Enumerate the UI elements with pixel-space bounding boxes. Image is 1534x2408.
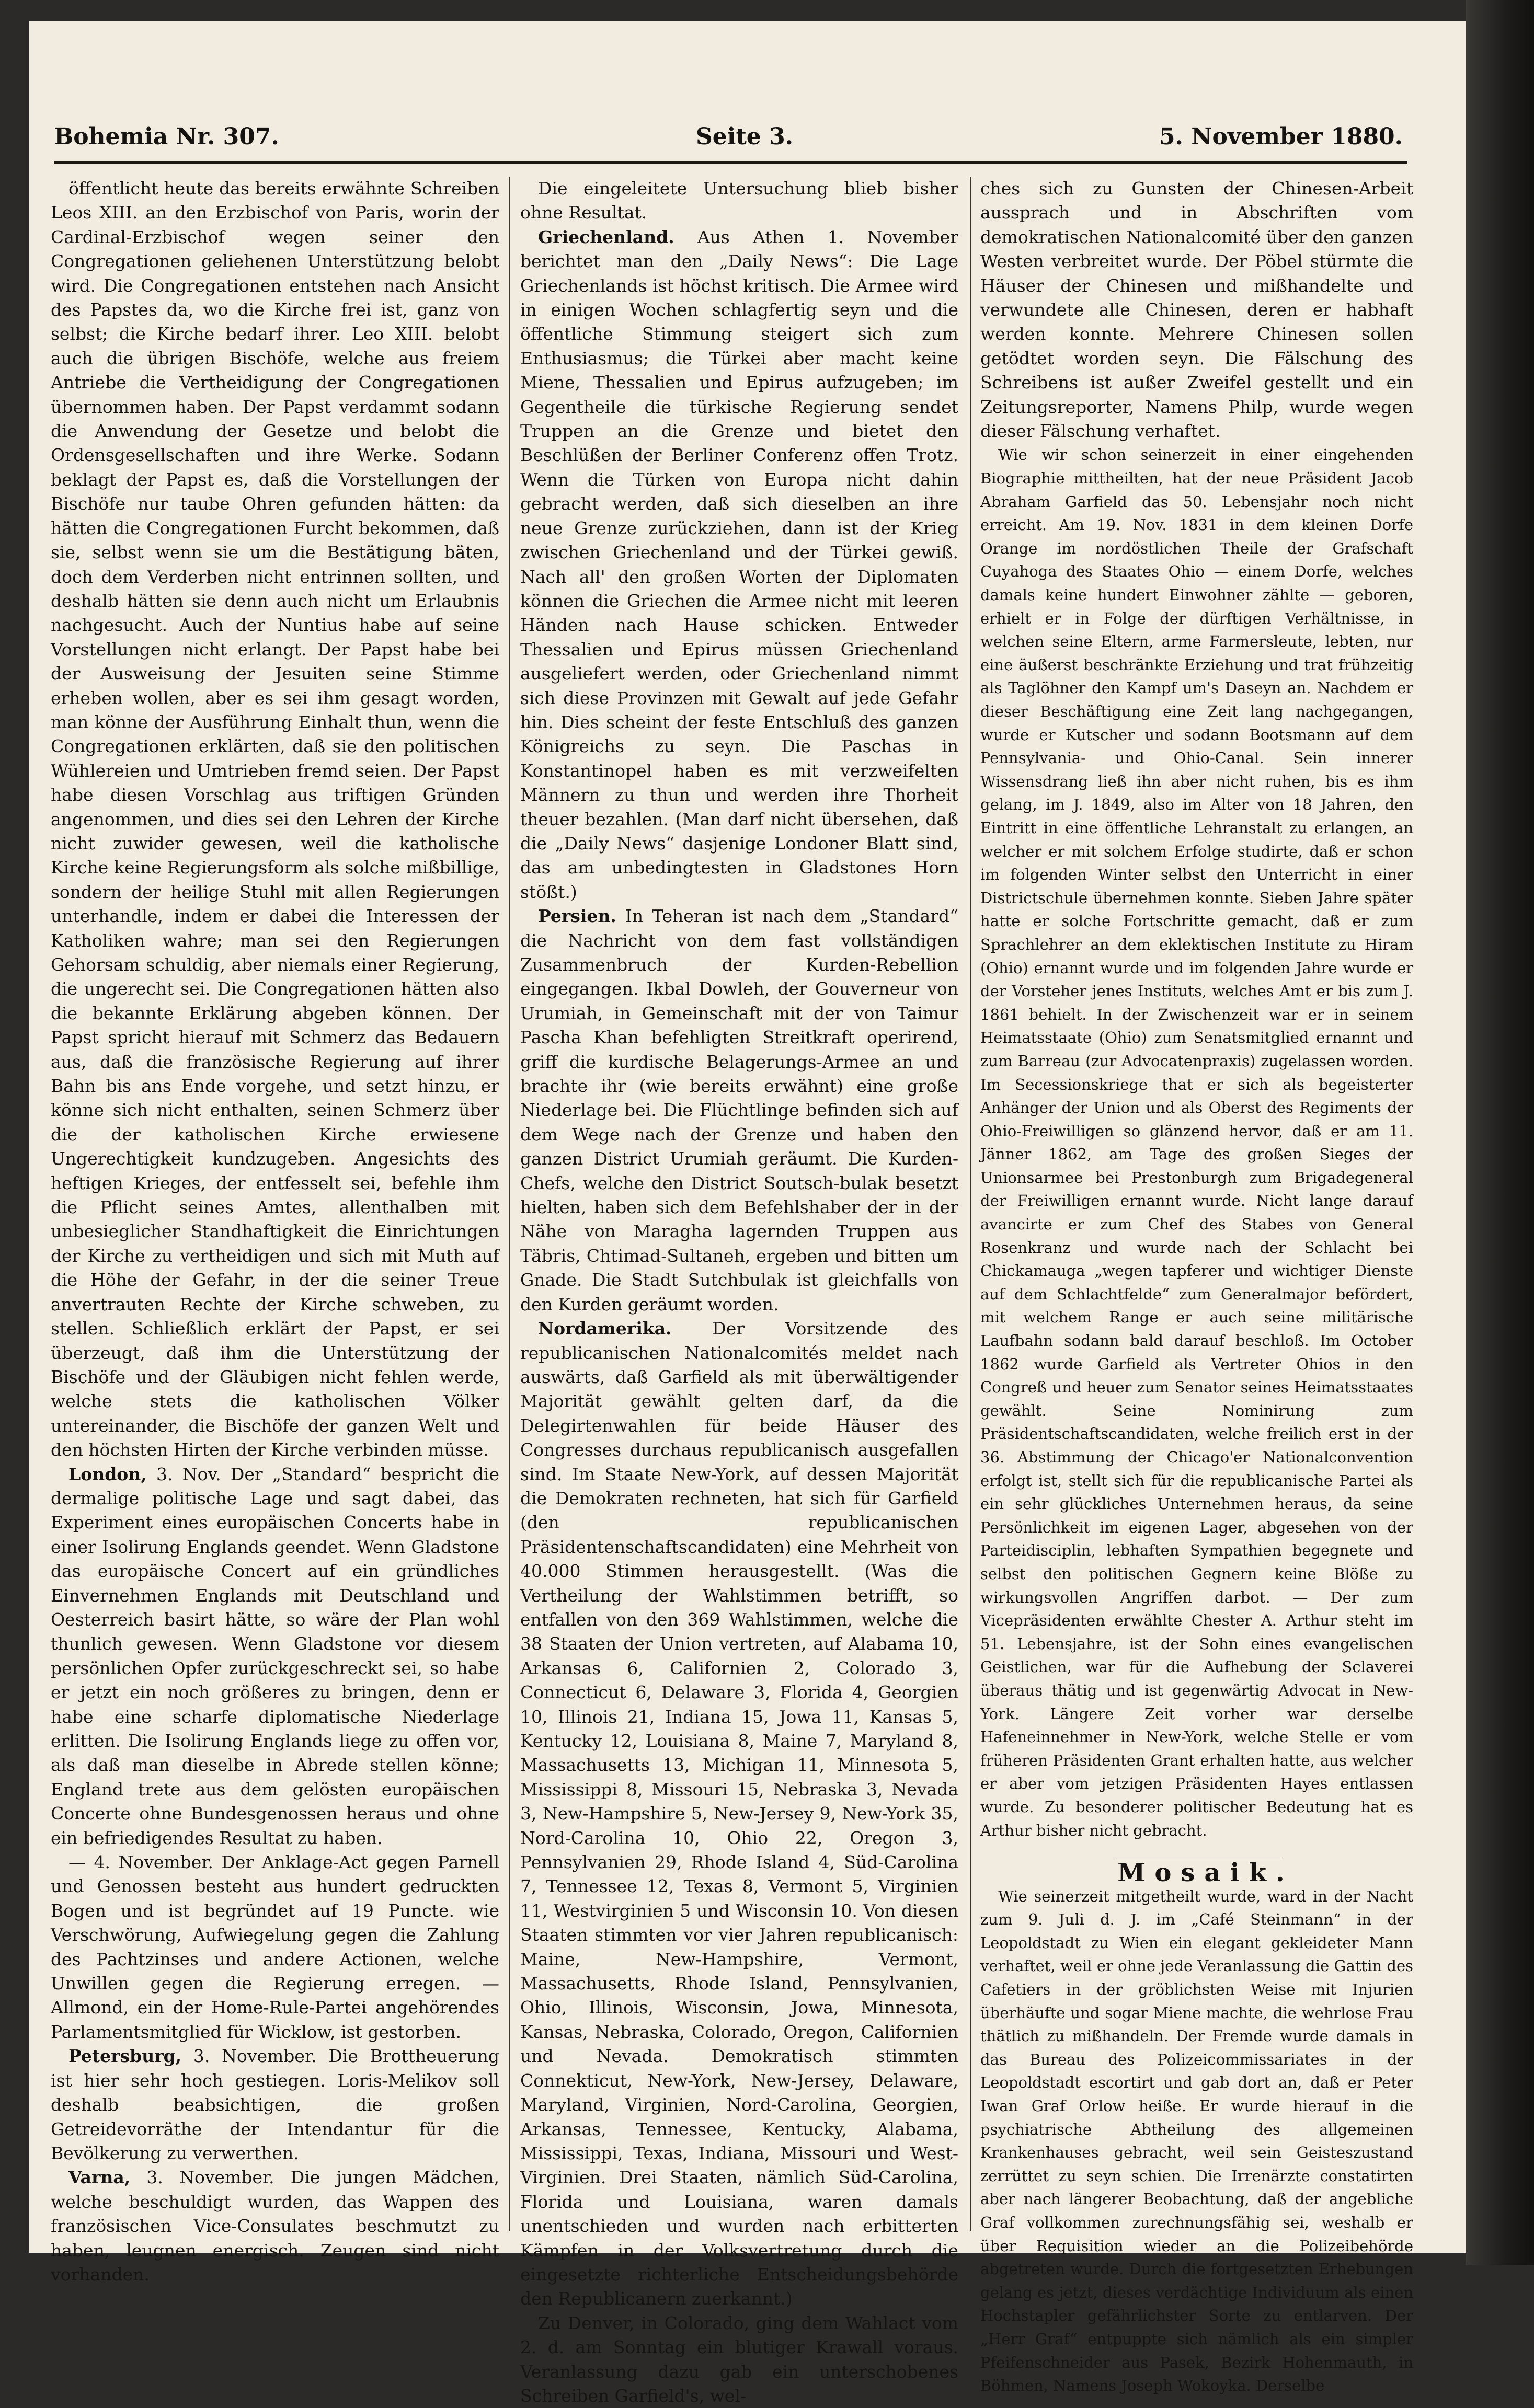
article-text: Wie wir schon seinerzeit in einer eingehenden Biographie mittheilten, hat der neue Präsident Jacob Abraham Garfield das 50. Lebensjahr noch nicht erreicht. Am 19. Nov. 1831 in dem kleinen Dorfe Orange im nordöstlichen Theile der Grafschaft Cuyahoga des Staates Ohio — einem Dorfe, welches damals keine hundert Einwohner zählte — geboren, erhielt er in Folge der dürftigen Verhältnisse, in welchen seine Eltern, arme Farmersleute, lebten, nur eine äußerst beschränkte Erziehung und trat frühzeitig als Taglöhner den Kampf um's Daseyn an. Nachdem er dieser Beschäftigung eine Zeit lang nachgegangen, wurde er Kutscher und sodann Bootsmann auf dem Pennsylvania- und Ohio-Canal. Sein innerer Wissensdrang ließ ihn aber nicht ruhen, bis es ihm gelang, im J. 1849, also im Alter von 18 Jahren, den Eintritt in eine öffentliche Lehranstalt zu erlangen, an welcher er mit solchem Erfolge studirte, daß er schon im folgenden Winter selbst den Unterricht in einer Districtschule übernehmen konnte. Sieben Jahre später hatte er solche Fortschritte gemacht, daß er zum Sprachlehrer an dem eklektischen Institute zu Hiram (Ohio) ernannt wurde und im folgenden Jahre wurde er der Vorsteher jenes Instituts, welches Amt er bis zum J. 1861 behielt. In der Zwischenzeit war er in seinem Heimatsstaate (Ohio) zum Senatsmitglied ernannt und zum Barreau (zur Advocatenpraxis) zugelassen worden. Im Secessionskriege that er sich als begeisterter Anhänger der Union und als Oberst des Regiments der Ohio-Freiwilligen so glänzend hervor, daß er am 11. Jänner 1862, am Tage des großen Sieges der Unionsarmee bei Prestonburgh zum Brigadegeneral der Freiwilligen ernannt wurde. Nicht lange darauf avancirte er zum Chef des Stabes von General Rosenkranz und wurde nach der Schlacht bei Chickamauga „wegen tapferer und wichtiger Dienste auf dem Schlachtfelde“ zum Generalmajor befördert, mit welchem Range er auch seine militärische Laufbahn sodann bald darauf beschloß. Im October 1862 wurde Garfield als Vertreter Ohios in den Congreß und heuer zum Senator seines Heimatsstaates gewählt. Seine Nominirung zum Präsidentschaftscandidaten, welche freilich erst in der 36. Abstimmung der Chicago'er Nationalconvention erfolgt ist, stellt sich für die republicanische Partei als ein sehr glückliches Unternehmen heraus, da seine Persönlichkeit im eigenen Lager, abgesehen von der Parteidisciplin, lebhaften Sympathien begegnete und selbst den politischen Gegnern keine Blöße zu wirkungsvollen Angriffen darbot. — Der zum Vicepräsidenten erwählte Chester A. Arthur steht im 51. Lebensjahre, ist der Sohn eines evangelischen Geistlichen, war für die Aufhebung der Sclaverei überaus thätig und ist gegenwärtig Advocat in New-York. Längere Zeit vorher war derselbe Hafeneinnehmer in New-York, welche Stelle er vom früheren Präsidenten Grant erhalten hatte, aus welcher er aber vom jetzigen Präsidenten Hayes entlassen wurde. Zu besonderer politischer Bedeutung hat es Arthur bisher nicht gebracht. [980,446,1413,1839]
article-paragraph [980,443,1413,1842]
article-text: Aus Athen 1. November berichtet man den „Daily News“: Die Lage Griechenlands ist höchst kritisch. Die Armee wird in einigen Wochen schlagfertig seyn und die öffentliche Stimmung steigert sich zum Enthusiasmus; die Türkei aber macht keine Miene, Thessalien und Epirus aufzugeben; im Gegentheile die türkische Regierung sendet Truppen an die Grenze und bietet den Beschlüßen der Berliner Conferenz offen Trotz. Wenn die Türken von Europa nicht dahin gebracht werden, daß sich dieselben an ihre neue Grenze zurückziehen, dann ist der Krieg zwischen Griechenland und der Türkei gewiß. Nach all' den großen Worten der Diplomaten können die Griechen die Armee nicht mit leeren Händen nach Hause schicken. Entweder Thessalien und Epirus müssen Griechenland ausgeliefert werden, oder Griechenland nimmt sich diese Provinzen mit Gewalt auf jede Gefahr hin. Dies scheint der feste Entschluß des ganzen Königreichs zu seyn. Die Paschas in Konstantinopel haben es mit verzweifelten Männern zu thun und werden ihre Thorheit theuer bezahlen. (Man darf nicht übersehen, daß die „Daily News“ dasjenige Londoner Blatt sind, das am unbedingtesten in Gladstones Horn stößt.) [520,226,958,902]
dateline: Nordamerika. [538,1318,672,1339]
article-paragraph [520,2311,958,2408]
article-text: 3. Nov. Der „Standard“ bespricht die dermalige politische Lage und sagt dabei, das Experiment eines europäischen Concerts habe in einer Isolirung Englands geendet. Wenn Gladstone das europäische Concert auf ein gründliches Einvernehmen Englands mit Deutschland und Oesterreich basirt hätte, so wäre der Plan wohl thunlich gewesen. Wenn Gladstone vor diesem persönlichen Opfer zurückgeschreckt sei, so habe er jetzt ein noch größeres zu bringen, denn er habe eine scharfe diplomatische Niederlage erlitten. Die Isolirung Englands liege zu offen vor, als daß man dieselbe in Abrede stellen könne; England trete aus dem gelösten europäischen Concerte ohne Bundesgenossen heraus und ohne ein befriedigendes Resultat zu haben. [51,1464,499,1848]
header-rule [54,161,1407,164]
article-text: Zu Denver, in Colorado, ging dem Wahlact vom 2. d. am Sonntag ein blutiger Krawall voraus. Veranlassung dazu gab ein unterschobenes Schreiben Garfield's, wel- [520,2312,958,2406]
article-text: In Teheran ist nach dem „Standard“ die Nachricht von dem fast vollständigen Zusammenbruch der Kurden-Rebellion eingegangen. Ikbal Dowleh, der Gouverneur von Urumiah, in Gemeinschaft mit der von Taimur Pascha Khan befehligten Streitkraft operirend, griff die kurdische Belagerungs-Armee an und brachte ihr (wie bereits erwähnt) eine große Niederlage bei. Die Flüchtlinge befinden sich auf dem Wege nach der Grenze und haben den ganzen District Urumiah geräumt. Die Kurden-Chefs, welche den District Soutsch-bulak besetzt hielten, haben sich dem Befehlshaber der in der Nähe von Maragha lagernden Truppen aus Täbris, Chtimad-Sultaneh, ergeben und bitten um Gnade. Die Stadt Sutchbulak ist gleichfalls von den Kurden geräumt worden. [520,906,958,1315]
page-header [54,123,1403,160]
dateline: Griechenland. [538,226,674,247]
column-1 [51,177,499,2285]
dateline: Persien. [538,906,616,927]
header-masthead: Bohemia Nr. 307. [54,123,279,150]
column-2 [520,177,958,2406]
article-paragraph [51,2044,499,2165]
article-text: 3. November. Die Brottheuerung ist hier sehr hoch gestiegen. Loris-Melikov soll deshalb beabsichtigen, die großen Getreidevorräthe der Intendantur für die Bevölkerung zu verwerthen. [51,2046,499,2163]
header-page-number: Seite 3. [696,123,794,150]
article-paragraph [520,1317,958,2311]
section-divider [1113,1847,1280,1858]
header-date: 5. November 1880. [1159,123,1403,150]
dateline: Varna, [68,2167,131,2188]
article-paragraph [51,1462,499,1851]
article-text: Der Vorsitzende des republicanischen Nationalcomités meldet nach auswärts, daß Garfield als mit überwältigender Majorität gewählt gelten darf, da die Delegirtenwahlen für beide Häuser des Congresses durchaus republicanisch ausgefallen sind. Im Staate New-York, auf dessen Majorität die Demokraten rechneten, hat sich für Garfield (den republicanischen Präsidentenschaftscandidaten) eine Mehrheit von 40.000 Stimmen herausgestellt. (Was die Vertheilung der Wahlstimmen betrifft, so entfallen von den 369 Wahlstimmen, welche die 38 Staaten der Union vertreten, auf Alabama 10, Arkansas 6, Californien 2, Colorado 3, Connecticut 6, Delaware 3, Florida 4, Georgien 10, Illinois 21, Indiana 15, Jowa 11, Kansas 5, Kentucky 12, Louisiana 8, Maine 7, Maryland 8, Massachusetts 13, Michigan 11, Minnesota 5, Mississippi 8, Missouri 15, Nebraska 3, Nevada 3, New-Hampshire 5, New-Jersey 9, New-York 35, Nord-Carolina 10, Ohio 22, Oregon 3, Pennsylvanien 29, Rhode Island 4, Süd-Carolina 7, Tennessee 12, Texas 8, Vermont 5, Virginien 11, Westvirginien 5 und Wisconsin 10. Von diesen Staaten stimmten vor vier Jahren republicanisch: Maine, New-Hampshire, Vermont, Massachusetts, Rhode Island, Pennsylvanien, Ohio, Illinois, Wisconsin, Jowa, Minnesota, Kansas, Nebraska, Colorado, Oregon, Californien und Nevada. Demokratisch stimmten Connekticut, New-York, New-Jersey, Delaware, Maryland, Virginien, Nord-Carolina, Georgien, Arkansas, Tennessee, Kentucky, Alabama, Mississippi, Texas, Indiana, Missouri und West-Virginien. Drei Staaten, nämlich Süd-Carolina, Florida und Louisiana, waren damals unentschieden und wurden nach erbitterten Kämpfen in der Volksvertretung durch die eingesetzte richterliche Entscheidungsbehörde den Republicanern zuerkannt.) [520,1318,958,2309]
article-text: — 4. November. Der Anklage-Act gegen Parnell und Genossen besteht aus hundert gedruckten Bogen und ist begründet auf 19 Puncte. wie Verschwörung, Aufwiegelung gegen die Zahlung des Pachtzinses und andere Actionen, welche Unwillen gegen die Regierung erregen. — Allmond, ein der Home-Rule-Partei angehörendes Parlamentsmitglied für Wicklow, ist gestorben. [51,1852,499,2042]
article-paragraph [520,177,958,225]
column-3 [980,177,1413,2395]
article-text: öffentlicht heute das bereits erwähnte Schreiben Leos XIII. an den Erzbischof von Paris, worin der Cardinal-Erzbischof wegen seiner den Congregationen geliehenen Unterstützung belobt wird. Die Congregationen entstehen nach Ansicht des Papstes da, wo die Kirche frei ist, ganz von selbst; die Kirche bedarf ihrer. Leo XIII. belobt auch die übrigen Bischöfe, welche aus freiem Antriebe die Vertheidigung der Congregationen übernommen haben. Der Papst verdammt sodann die Anwendung der Gesetze und belobt die Ordensgesellschaften und ihre Werke. Sodann beklagt der Papst es, daß die Vorstellungen der Bischöfe nur taube Ohren gefunden hätten: da hätten die Congregationen Furcht bekommen, daß sie, selbst wenn sie um die Bestätigung bäten, doch dem Verderben nicht entrinnen sollten, und deshalb hätten sie denn auch nicht um Erlaubnis nachgesucht. Auch der Nuntius habe auf seine Vorstellungen nicht erlangt. Der Papst habe bei der Ausweisung der Jesuiten seine Stimme erheben wollen, aber es sei ihm gesagt worden, man könne der Ausführung Einhalt thun, wenn die Congregationen erklärten, daß sie den politischen Wühlereien und Umtrieben fremd seien. Der Papst habe diesen Vorschlag aus triftigen Gründen angenommen, und dies sei den Lehren der Kirche nicht zuwider gewesen, weil die katholische Kirche keine Regierungsform als solche mißbillige, sondern der heilige Stuhl mit allen Regierungen unterhandle, indem er dabei die Interessen der Katholiken wahre; man sei den Regierungen Gehorsam schuldig, aber niemals einer Regierung, die ungerecht sei. Die Congregationen hätten also die bekannte Erklärung abgeben können. Der Papst spricht hierauf mit Schmerz das Bedauern aus, daß die französische Regierung auf ihrer Bahn bis ans Ende vorgehe, und setzt hinzu, er könne sich nicht enthalten, seinen Schmerz über die der katholischen Kirche erwiesene Ungerechtigkeit kundzugeben. Angesichts des heftigen Krieges, der entfesselt sei, befehle ihm die Pflicht seines Amtes, allenthalben mit unbesieglicher Standhaftigkeit die Einrichtungen der Kirche zu vertheidigen und sich mit Muth auf die Höhe der Gefahr, in der die seiner Treue anvertrauten Rechte der Kirche schweben, zu stellen. Schließlich erklärt der Papst, er sei überzeugt, daß ihm die Unterstützung der Bischöfe und der Gläubigen nicht fehlen werde, welche stets die katholischen Völker untereinander, die Bischöfe der ganzen Welt und den höchsten Hirten der Kirche verbinden müsse. [51,178,499,1460]
article-paragraph [520,904,958,1317]
article-paragraph [51,1850,499,2044]
article-text: 3. November. Die jungen Mädchen, welche beschuldigt wurden, das Wappen des französischen Vice-Consulates beschmutzt zu haben, leugnen energisch. Zeugen sind nicht vorhanden. [51,2167,499,2285]
article-paragraph [520,225,958,904]
column-divider-1 [509,177,510,2231]
article-text: ches sich zu Gunsten der Chinesen-Arbeit aussprach und in Abschriften vom demokratischen Nationalcomité über den ganzen Westen verbreitet wurde. Der Pöbel stürmte die Häuser der Chinesen und mißhandelte und verwundete alle Chinesen, deren er habhaft werden konnte. Mehrere Chinesen sollen getödtet worden seyn. Die Fälschung des Schreibens ist außer Zweifel gestellt und ein Zeitungsreporter, Namens Philp, wurde wegen dieser Fälschung verhaftet. [980,178,1413,442]
section-title-mosaik: Mosaik. [1117,1858,1294,1888]
newspaper-page [29,21,1466,2406]
article-paragraph [51,177,499,1462]
article-text: Die eingeleitete Untersuchung blieb bisher ohne Resultat. [520,178,958,223]
column-divider-2 [970,177,971,2231]
mosaik-article: Wie seinerzeit mitgetheilt wurde, ward in der Nacht zum 9. Juli d. J. im „Café Steinmann“ in der Leopoldstadt zu Wien ein elegant gekleideter Mann verhaftet, weil er ohne jede Veranlassung die Gattin des Cafetiers in der gröblichsten Weise mit Injurien überhäufte und sogar Miene machte, die wehrlose Frau thätlich zu mißhandeln. Der Fremde wurde damals in das Bureau des Polizeicommissariates in der Leopoldstadt escortirt und gab dort an, daß er Peter Iwan Graf Orlow heiße. Er wurde hierauf in die psychiatrische Abtheilung des allgemeinen Krankenhauses gebracht, weil sein Geisteszustand zerrüttet zu seyn schien. Die Irrenärzte constatirten aber nach längerer Beobachtung, daß der angebliche Graf vollkommen zurechnungsfähig sei, weshalb er über Requisition wieder an die Polizeibehörde abgetreten wurde. Durch die fortgesetzten Erhebungen gelang es jetzt, dieses verdächtige Individuum als einen Hochstapler gefährlichster Sorte zu entlarven. Der „Herr Graf“ entpuppte sich nämlich als ein simpler Pfeifenschneider aus Pasek, Bezirk Hohenmauth, in Böhmen, Namens Joseph Wokoyka. Derselbe [980,1887,1413,2395]
dateline: London, [68,1464,147,1484]
dateline: Petersburg, [68,2046,182,2067]
article-paragraph [51,2165,499,2287]
page-edge-shadow [1466,0,1534,2265]
